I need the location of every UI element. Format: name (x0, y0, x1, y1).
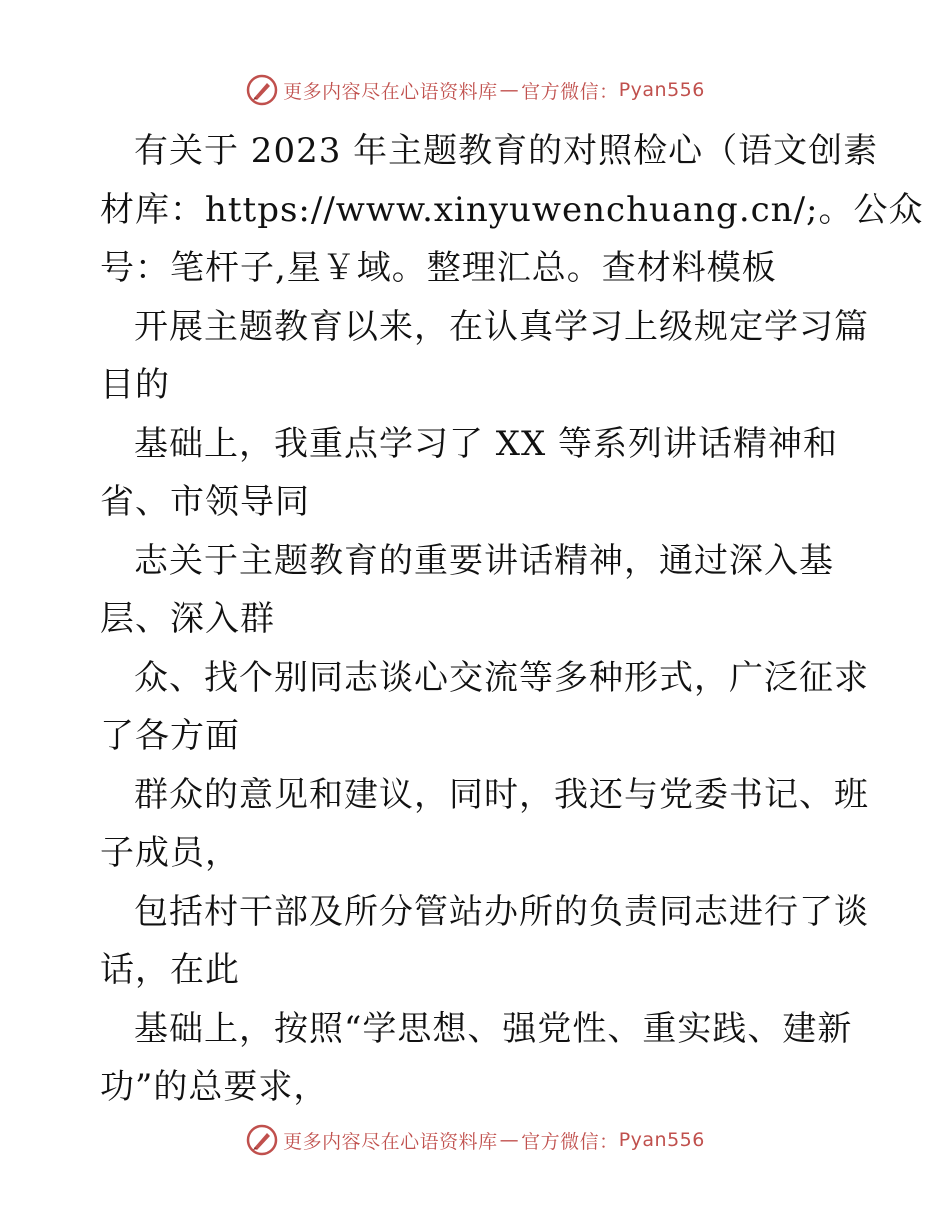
text-line: 开展主题教育以来，在认真学习上级规定学习篇 (134, 306, 869, 347)
document-body (100, 122, 924, 1117)
text-line: 功”的总要求， (100, 1067, 329, 1107)
text-line: 包括村干部及所分管站办所的负责同志进行了谈 (134, 891, 869, 932)
banner-dash: — (499, 79, 520, 101)
banner-official-text: 官方微信： (521, 80, 619, 103)
text-line: 志关于主题教育的重要讲话精神，通过深入基 (134, 540, 834, 581)
header-banner (0, 70, 950, 110)
text-line: 层、深入群 (100, 599, 275, 639)
banner-official-text: 官方微信： (521, 1130, 619, 1153)
banner-wechat-id: Pyan556 (618, 79, 705, 101)
pen-logo-icon (245, 73, 279, 107)
text-line: 子成员， (100, 833, 240, 873)
text-line: 目的 (100, 365, 170, 405)
text-line: 众、找个别同志谈心交流等多种形式，广泛征求 (134, 657, 869, 698)
text-line: 号：笔杆子,星￥域。整理汇总。查材料模板 (100, 248, 777, 288)
banner-main-text: 更多内容尽在心语资料库 (283, 1130, 498, 1153)
banner-wechat-id: Pyan556 (618, 1129, 705, 1151)
text-line: 基础上，按照“学思想、强党性、重实践、建新 (134, 1008, 853, 1049)
text-line: 群众的意见和建议，同时，我还与党委书记、班 (134, 774, 869, 815)
text-line: 省、市领导同 (100, 482, 310, 522)
text-line: 话，在此 (100, 950, 240, 990)
banner-main-text: 更多内容尽在心语资料库 (283, 80, 498, 103)
text-line: 有关于 2023 年主题教育的对照检心（语文创素 (134, 131, 879, 171)
text-line: 基础上，我重点学习了 XX 等系列讲话精神和 (134, 423, 839, 464)
text-line: 了各方面 (100, 716, 240, 756)
footer-banner (0, 1120, 950, 1160)
banner-dash: — (499, 1129, 520, 1151)
text-line: 材库：https://www.xinyuwenchuang.cn/;。公众 (100, 189, 924, 230)
pen-logo-icon (245, 1123, 279, 1157)
